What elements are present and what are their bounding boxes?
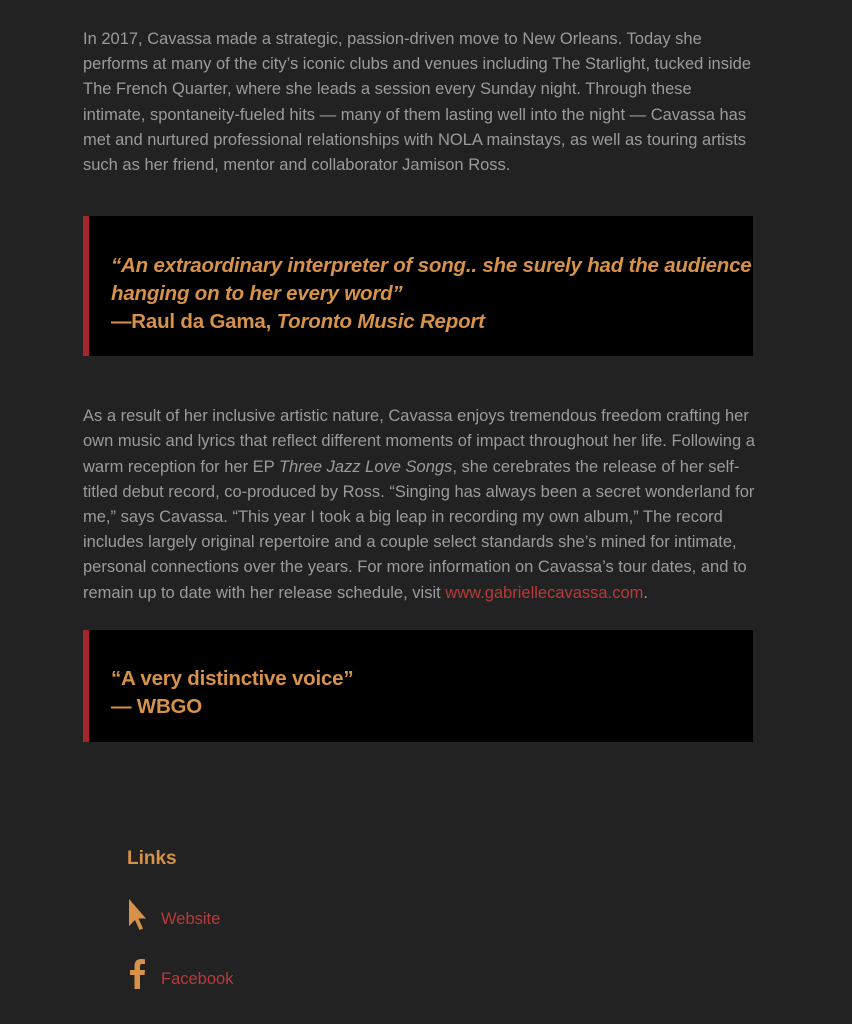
website-link-label: Website — [161, 910, 221, 928]
article-paragraph-2-part1: As a result of her inclusive artistic nature, Cavassa enjoys tremendous freedom crafting her own music and lyrics that reflect different moments of impact throughout her life. Following a warm reception for her EP — [83, 407, 755, 476]
pull-quote-2 — [83, 630, 753, 742]
article-paragraph-2 — [83, 404, 755, 606]
artist-website-link[interactable]: www.gabriellecavassa.com — [445, 583, 644, 602]
article-paragraph-1: In 2017, Cavassa made a strategic, passion-driven move to New Orleans. Today she performs at many of the city’s iconic clubs and venues including The Starlight, tucked inside The French Quarter, where she leads a session every Sunday night. Through these intimate, spontaneity-fueled hits — many of them lasting well into the night — Cavassa has met and nurtured professional relationships with NOLA mainstays, as well as touring artists such as her friend, mentor and collaborator Jamison Ross. — [83, 30, 751, 175]
facebook-link[interactable] — [127, 958, 234, 1018]
website-link[interactable] — [127, 898, 221, 958]
links-section — [127, 848, 234, 1018]
article-paragraph-2-end: . — [643, 583, 648, 602]
facebook-link-label: Facebook — [161, 970, 234, 988]
facebook-icon — [127, 958, 151, 992]
article-paragraph-2-part2: , she cerebrates the release of her self-titled debut record, co-produced by Ross. “Singing has always been a secret wonderland for me,” says Cavassa. “This year I took a big leap in recording my own album,” The record includes largely original repertoire and a couple select standards she’s mined for intimate, personal connections over the years. For more information on Cavassa’s tour dates, and to remain up to date with her release schedule, visit — [83, 457, 755, 602]
cursor-pointer-icon — [127, 898, 151, 932]
pull-quote-2-text: “A very distinctive voice” — [111, 666, 354, 690]
pull-quote-1-text: “An extraordinary interpreter of song.. she surely had the audience hanging on to her every word” — [111, 254, 752, 306]
ep-title: Three Jazz Love Songs — [278, 457, 453, 476]
pull-quote-1 — [83, 216, 753, 356]
links-title: Links — [127, 848, 177, 869]
pull-quote-1-attribution — [111, 308, 753, 336]
pull-quote-1-source: Toronto Music Report — [276, 310, 485, 334]
pull-quote-1-author: —Raul da Gama, — [111, 310, 277, 334]
article-content — [83, 27, 755, 742]
pull-quote-2-attribution: — WBGO — [111, 694, 203, 718]
